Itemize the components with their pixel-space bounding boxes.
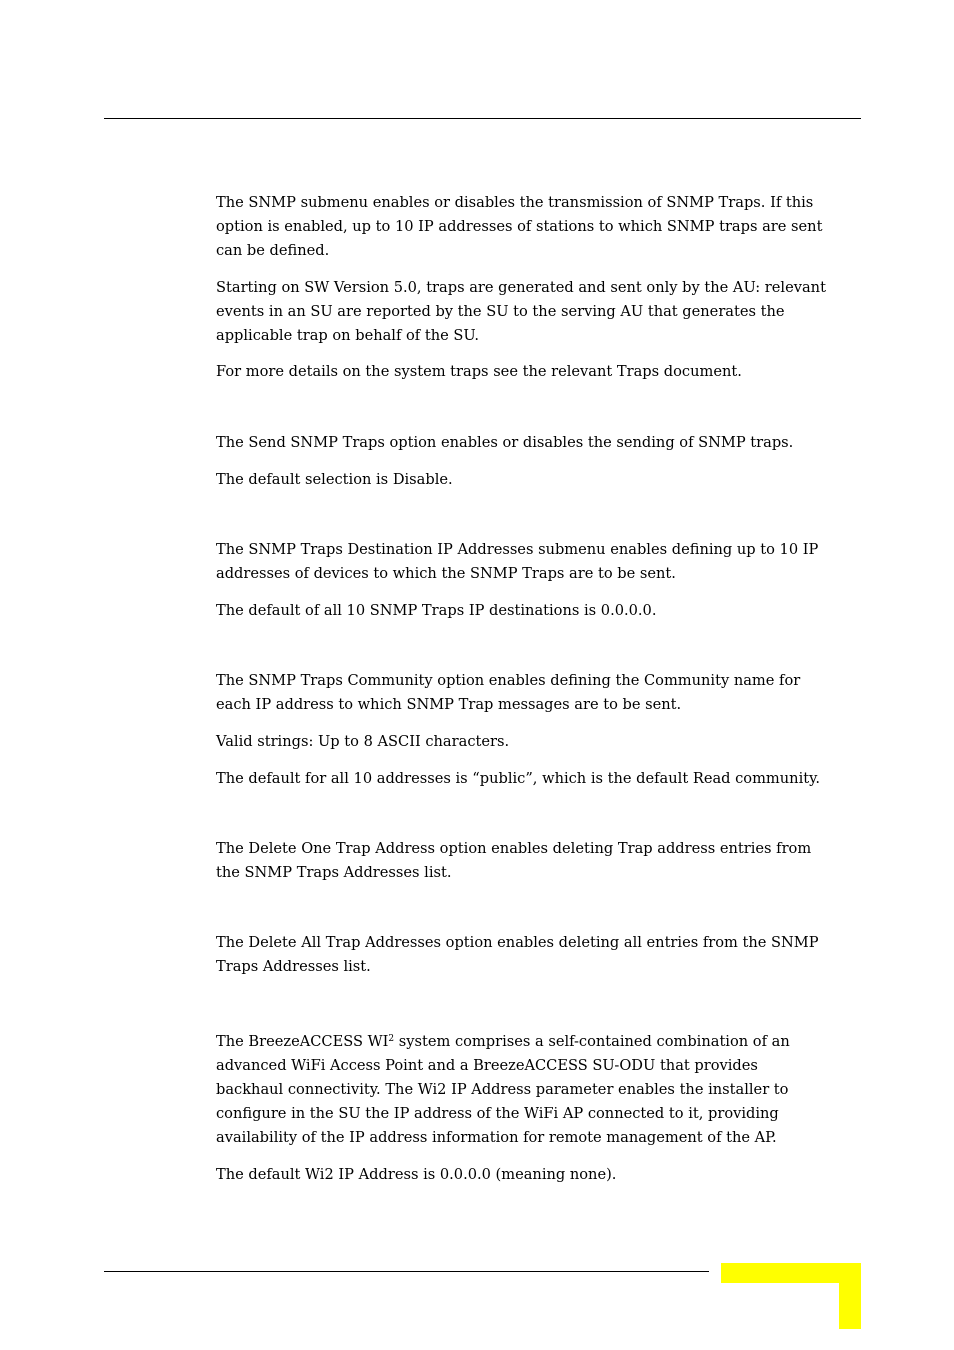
text-line: can be defined.: [216, 242, 330, 259]
text-line: addresses of devices to which the SNMP Traps are to be sent.: [216, 565, 676, 582]
wi2-line-end: system comprises a self-contained combination of an: [394, 1033, 790, 1050]
text-line: [216, 1030, 864, 1054]
text-line: applicable trap on behalf of the SU.: [216, 327, 479, 344]
text-line: The SNMP Traps Destination IP Addresses submenu enables defining up to 10 IP: [216, 541, 819, 558]
superscript-two: 2: [388, 1034, 395, 1044]
text-line: configure in the SU the IP address of the WiFi AP connected to it, providing: [216, 1105, 779, 1122]
send-traps-default: [216, 468, 864, 492]
text-line: backhaul connectivity. The Wi2 IP Address parameter enables the installer to: [216, 1081, 789, 1098]
text-line: The default of all 10 SNMP Traps IP destinations is 0.0.0.0.: [216, 602, 657, 619]
send-traps-description: [216, 431, 864, 455]
text-line: For more details on the system traps see the relevant Traps document.: [216, 363, 742, 380]
text-line: Traps Addresses list.: [216, 958, 371, 975]
text-line: availability of the IP address information for remote management of the AP.: [216, 1129, 777, 1146]
text-line: The Send SNMP Traps option enables or disables the sending of SNMP traps.: [216, 434, 794, 451]
dest-ip-description: [216, 538, 864, 586]
delete-one-description: [216, 837, 864, 885]
text-line: The default selection is Disable.: [216, 471, 453, 488]
text-line: The SNMP submenu enables or disables the transmission of SNMP Traps. If this: [216, 194, 814, 211]
delete-all-description: [216, 931, 864, 979]
snmp-version-paragraph: [216, 276, 864, 348]
text-line: Valid strings: Up to 8 ASCII characters.: [216, 733, 510, 750]
text-line: events in an SU are reported by the SU to the serving AU that generates the: [216, 303, 785, 320]
text-line: Starting on SW Version 5.0, traps are generated and sent only by the AU: relevant: [216, 279, 826, 296]
wi2-line-start: The BreezeACCESS WI: [216, 1033, 389, 1050]
text-line: advanced WiFi Access Point and a BreezeACCESS SU-ODU that provides: [216, 1057, 758, 1074]
snmp-details-paragraph: [216, 360, 864, 384]
snmp-intro-paragraph: [216, 191, 864, 263]
dest-ip-default: [216, 599, 864, 623]
header-rule: [104, 118, 861, 119]
wi2-default: [216, 1163, 864, 1187]
footer-rule: [104, 1271, 709, 1272]
text-line: The Delete All Trap Addresses option enables deleting all entries from the SNMP: [216, 934, 819, 951]
text-line: The Delete One Trap Address option enables deleting Trap address entries from: [216, 840, 812, 857]
text-line: The default for all 10 addresses is “public”, which is the default Read community.: [216, 770, 821, 787]
text-line: each IP address to which SNMP Trap messages are to be sent.: [216, 696, 682, 713]
wi2-description: [216, 1030, 864, 1150]
community-default: [216, 767, 864, 791]
text-line: The default Wi2 IP Address is 0.0.0.0 (meaning none).: [216, 1166, 617, 1183]
community-valid-strings: [216, 730, 864, 754]
community-description: [216, 669, 864, 717]
text-line: the SNMP Traps Addresses list.: [216, 864, 452, 881]
text-line: option is enabled, up to 10 IP addresses of stations to which SNMP traps are sent: [216, 218, 823, 235]
text-line: The SNMP Traps Community option enables defining the Community name for: [216, 672, 801, 689]
page-corner-marker-vertical: [839, 1263, 861, 1329]
